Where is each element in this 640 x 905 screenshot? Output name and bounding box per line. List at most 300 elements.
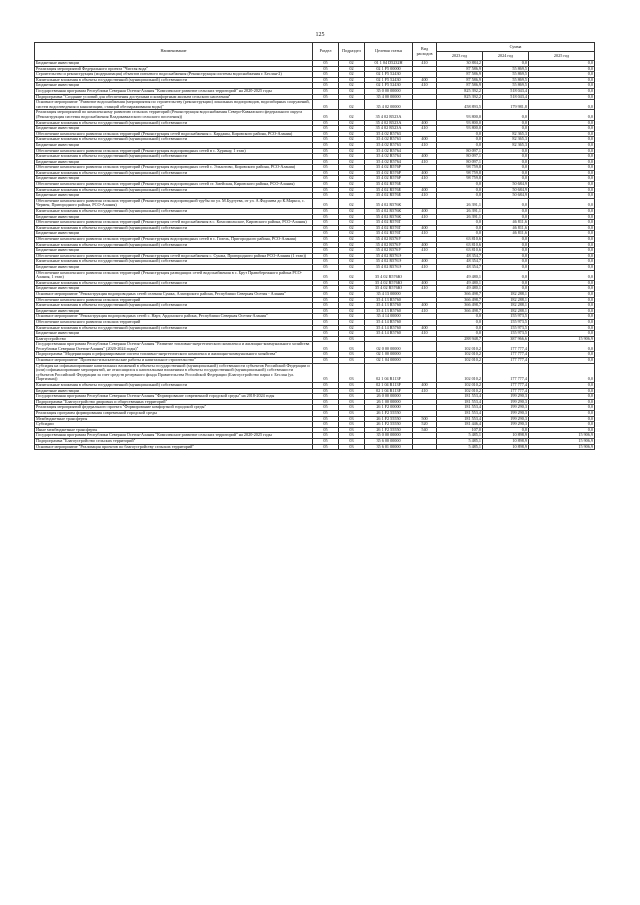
row-podrazdel: 02 [339,142,365,148]
row-podrazdel: 02 [339,264,365,270]
row-2025: 0,0 [529,394,595,400]
row-2023: 80 097,1 [437,159,483,165]
row-name: Бюджетные инвестиции [35,286,313,292]
row-cs: 35 4 02 R5763 [365,142,413,148]
row-razdel: 05 [313,88,339,94]
row-razdel: 05 [313,286,339,292]
row-razdel: 05 [313,72,339,78]
row-name: Государственная программа Республики Северная Осетия-Алания "Формирование современной городской среды" на 2018-2024 годы [35,394,313,400]
row-podrazdel: 02 [339,231,365,237]
row-vr: 400 [413,280,437,286]
row-cs: 02 0 00 00000 [365,342,413,352]
row-2024: 182 288,1 [483,297,529,303]
row-name: Капитальные вложения в объекты государственной (муниципальной) собственности [35,77,313,83]
row-2024: 0,0 [483,198,529,208]
row-podrazdel: 03 [339,394,365,400]
row-2024: 0,0 [483,154,529,160]
row-2023: 181 553,4 [437,411,483,417]
row-vr: 410 [413,142,437,148]
row-2024: 155 973,5 [483,314,529,320]
row-razdel: 05 [313,120,339,126]
row-2024: 10 898,9 [483,438,529,444]
row-cs: 02 1 04 R113F [365,383,413,389]
row-razdel: 05 [313,253,339,259]
row-podrazdel: 02 [339,148,365,154]
row-cs: 35 4 13 R5760 [365,303,413,309]
row-podrazdel: 02 [339,182,365,188]
row-2025: 0,0 [529,131,595,137]
row-cs: 26 0 00 00000 [365,394,413,400]
row-razdel: 05 [313,319,339,325]
row-2025: 0,0 [529,416,595,422]
row-name: Бюджетные инвестиции [35,248,313,254]
row-cs: 35 4 02 R576Е [365,187,413,193]
row-name: Капитальные вложения в объекты государственной (муниципальной) собственности [35,325,313,331]
row-name: Подпрограмма "Создание условий для обеспечения доступным и комфортным жильем сельского населения" [35,94,313,100]
row-2024: 199 290,3 [483,405,529,411]
row-2023: 87 586,9 [437,72,483,78]
row-cs: 35 4 13 R5760 [365,308,413,314]
row-2023: 0,0 [437,137,483,143]
row-name: Подпрограмма "Благоустройство дворовых и общественных территорий" [35,399,313,405]
row-name: Бюджетные инвестиции [35,193,313,199]
row-2024: 0,0 [483,61,529,67]
row-2023: 5 485,1 [437,433,483,439]
row-podrazdel: 03 [339,416,365,422]
row-podrazdel: 02 [339,72,365,78]
row-name: Основное мероприятие "Реконструкция водопроводных сетей селения Сунжа, Алагирского района, Республики Северная Осетия - Алания" [35,291,313,297]
row-cs: 02 1 F5 52430 [365,77,413,83]
row-podrazdel: 02 [339,165,365,171]
row-vr: 400 [413,77,437,83]
row-razdel: 05 [313,297,339,303]
row-podrazdel: 02 [339,214,365,220]
row-2025: 0,0 [529,176,595,182]
row-cs: 35 4 02 R5764 [365,159,413,165]
row-razdel: 05 [313,66,339,72]
row-2023: 87 586,9 [437,77,483,83]
row-name: Обеспечение комплексного развития сельских территорий (Реконструкция водопроводных сетей в с. Гизель, Пригородного района, РСО-Алания) [35,237,313,243]
row-2025: 0,0 [529,137,595,143]
row-podrazdel: 02 [339,225,365,231]
row-2025: 0,0 [529,411,595,417]
row-name: Капитальные вложения в объекты государственной (муниципальной) собственности [35,280,313,286]
row-podrazdel: 03 [339,399,365,405]
row-2024: 0,0 [483,427,529,433]
row-name: Реализация мероприятий Федерального проекта "Чистая вода" [35,66,313,72]
row-2025: 0,0 [529,148,595,154]
row-razdel: 05 [313,209,339,215]
row-2024: 182 288,1 [483,303,529,309]
row-name: Обеспечение комплексного развития сельских территорий [35,297,313,303]
row-2025: 0,0 [529,182,595,188]
row-2024: 0,0 [483,259,529,265]
header-2025: 2025 год [529,52,595,61]
row-podrazdel: 02 [339,331,365,337]
row-podrazdel: 02 [339,198,365,208]
row-2023: 0,0 [437,220,483,226]
row-razdel: 05 [313,193,339,199]
row-vr: 400 [413,137,437,143]
row-2023: 63 810,6 [437,242,483,248]
row-name: Бюджетные инвестиции [35,231,313,237]
row-2024: 0,0 [483,253,529,259]
row-podrazdel: 02 [339,61,365,67]
row-2023: 102 010,2 [437,383,483,389]
row-podrazdel: 03 [339,352,365,358]
row-2023: 93 800,0 [437,110,483,120]
row-2024: 50 684,9 [483,182,529,188]
row-2024: 0,0 [483,165,529,171]
row-2024: 10 898,9 [483,444,529,450]
row-podrazdel: 02 [339,319,365,325]
row-razdel: 05 [313,154,339,160]
row-2024: 177 777,4 [483,383,529,389]
row-podrazdel: 03 [339,405,365,411]
row-name: Государственная программа Республики Северная Осетия-Алания "Развитие топливно-энергетического комплекса и жилищно-коммунального хозяйства Республики Северная Осетия-Алания" (2020-2024 годы)" [35,342,313,352]
row-cs: 35 4 13 00000 [365,291,413,297]
row-cs: 02 1 00 00000 [365,352,413,358]
row-name: Капитальные вложения в объекты государственной (муниципальной) собственности [35,120,313,126]
row-cs: 02 1 04 00000 [365,358,413,364]
row-2025: 0,0 [529,237,595,243]
row-2024: 0,0 [483,214,529,220]
row-2025: 0,0 [529,352,595,358]
row-cs: 26 1 F2 55550 [365,422,413,428]
row-vr: 400 [413,187,437,193]
row-razdel: 05 [313,303,339,309]
row-cs: 02 1 04 R113F [365,388,413,394]
table-row [35,363,595,382]
row-2025: 0,0 [529,242,595,248]
row-2025: 0,0 [529,88,595,94]
row-2024: 177 777,4 [483,352,529,358]
table-header [35,43,595,61]
row-2024: 179 981,8 [483,100,529,110]
row-podrazdel: 02 [339,120,365,126]
row-2025: 0,0 [529,308,595,314]
row-cs: 35 4 02 R5763 [365,137,413,143]
row-vr: 410 [413,331,437,337]
row-razdel: 05 [313,61,339,67]
row-2024: 0,0 [483,209,529,215]
row-podrazdel: 02 [339,253,365,259]
header-2023: 2023 год [437,52,483,61]
row-2024: 50 684,9 [483,187,529,193]
row-2023: 366 498,7 [437,303,483,309]
row-cs: 35 4 02 R576У [365,242,413,248]
row-razdel: 05 [313,187,339,193]
row-2025: 0,0 [529,170,595,176]
row-cs: 35 0 00 00000 [365,433,413,439]
row-2023: 49 480,1 [437,270,483,280]
row-vr: 410 [413,248,437,254]
row-2025: 0,0 [529,165,595,171]
row-cs: 35 4 02 R5763 [365,131,413,137]
row-cs: 02 1 04 R113F [365,363,413,382]
row-razdel: 05 [313,142,339,148]
row-2024: 199 290,3 [483,411,529,417]
row-cs: 35 4 02 R576Т [365,220,413,226]
header-summa: Сумма [437,43,595,52]
row-name: Обеспечение комплексного развития сельских территорий (Реконструкция водопроводных сетей с. Эльхотово, Кировского района, РСО-Алания) [35,165,313,171]
row-2023: 102 010,2 [437,358,483,364]
row-2025: 0,0 [529,303,595,309]
row-2024: 182 288,1 [483,308,529,314]
row-razdel: 05 [313,83,339,89]
row-name: Основное мероприятие "Развитие водоснабжения (мероприятия по строительству (реконструкции) локальных водопроводов, водозаборных сооружений, систем водоотведения и канализации, станций обеззараживания воды)" [35,100,313,110]
row-2025: 0,0 [529,142,595,148]
row-2024: 0,0 [483,237,529,243]
row-vr: 400 [413,383,437,389]
row-2024: 0,0 [483,159,529,165]
row-2023: 102 010,2 [437,342,483,352]
row-2025: 0,0 [529,399,595,405]
row-2024: 10 898,9 [483,433,529,439]
row-razdel: 05 [313,394,339,400]
row-razdel: 05 [313,220,339,226]
row-razdel: 05 [313,137,339,143]
row-name: Бюджетные инвестиции [35,142,313,148]
row-razdel: 05 [313,165,339,171]
row-podrazdel: 02 [339,280,365,286]
row-2023: 0,0 [437,182,483,188]
row-cs: 02 1 F5 52430 [365,83,413,89]
row-podrazdel: 02 [339,159,365,165]
row-vr: 400 [413,120,437,126]
table-row [35,110,595,120]
row-podrazdel: 02 [339,137,365,143]
row-2024: 155 973,5 [483,325,529,331]
row-2023: 825 392,2 [437,88,483,94]
header-2024: 2024 год [483,52,529,61]
row-razdel: 05 [313,388,339,394]
row-vr [413,444,437,450]
row-2024: 82 365,3 [483,131,529,137]
row-2025: 0,0 [529,331,595,337]
row-2025: 0,0 [529,314,595,320]
row-razdel: 05 [313,242,339,248]
row-razdel: 05 [313,110,339,120]
row-name: Бюджетные инвестиции [35,61,313,67]
row-name: Благоустройство [35,336,313,342]
row-cs: 35 0 00 00000 [365,88,413,94]
row-name: Обеспечение комплексного развития сельских территорий (Реконструкция сетей водоснабжения с. Сунжа, Пригородного района РСО-Алания (1 этап)) [35,253,313,259]
row-vr: 410 [413,231,437,237]
row-podrazdel: 02 [339,170,365,176]
row-podrazdel: 02 [339,66,365,72]
row-cs: 35 4 02 R576Е [365,182,413,188]
row-cs: 35 4 14 R5760 [365,319,413,325]
row-name: Бюджетные инвестиции [35,264,313,270]
row-cs: 35 4 02 R523А [365,126,413,132]
row-podrazdel: 02 [339,193,365,199]
row-2023: 0,0 [437,142,483,148]
row-podrazdel: 03 [339,363,365,382]
row-name: Межбюджетные трансферты [35,416,313,422]
row-2024: 82 365,3 [483,142,529,148]
row-cs: 35 4 02 R576Ю [365,270,413,280]
row-razdel: 05 [313,331,339,337]
row-podrazdel: 03 [339,388,365,394]
row-podrazdel: 02 [339,291,365,297]
row-razdel: 05 [313,422,339,428]
row-2025: 0,0 [529,358,595,364]
row-cs: 26 1 00 00000 [365,399,413,405]
row-2025: 0,0 [529,291,595,297]
row-2023: 825 392,2 [437,94,483,100]
page-number: 125 [315,32,325,38]
row-cs: 35 4 02 R576Э [365,264,413,270]
row-cs: 35 6 00 00000 [365,438,413,444]
row-cs: 26 1 F2 55550 [365,427,413,433]
row-cs: 35 4 14 00000 [365,314,413,320]
row-name: Реализация программ формирования современной городской среды [35,411,313,417]
row-2025: 0,0 [529,225,595,231]
row-razdel: 05 [313,336,339,342]
row-name: Обеспечение комплексного развития сельских территорий [35,319,313,325]
row-vr: 400 [413,170,437,176]
row-2024: 199 290,3 [483,399,529,405]
row-razdel: 05 [313,352,339,358]
row-vr: 410 [413,61,437,67]
row-2025: 15 906,9 [529,444,595,450]
row-razdel: 05 [313,280,339,286]
row-razdel: 05 [313,270,339,280]
row-2025: 0,0 [529,193,595,199]
row-razdel: 05 [313,148,339,154]
row-name: Бюджетные инвестиции [35,83,313,89]
row-2024: 55 869,5 [483,66,529,72]
row-name: Бюджетные инвестиции [35,214,313,220]
row-vr: 410 [413,193,437,199]
row-2023: 181 553,4 [437,416,483,422]
row-vr: 400 [413,209,437,215]
row-2024: 0,0 [483,176,529,182]
row-name: Капитальные вложения в объекты государственной (муниципальной) собственности [35,383,313,389]
row-cs: 35 4 14 R5760 [365,325,413,331]
row-razdel: 05 [313,198,339,208]
row-razdel: 05 [313,259,339,265]
row-razdel: 05 [313,225,339,231]
row-name: Бюджетные инвестиции [35,159,313,165]
row-2024: 55 869,5 [483,83,529,89]
row-name: Бюджетные инвестиции [35,176,313,182]
row-name: Капитальные вложения в объекты государственной (муниципальной) собственности [35,187,313,193]
row-cs: 35 6 01 00000 [365,444,413,450]
row-razdel: 05 [313,131,339,137]
row-vr: 410 [413,388,437,394]
row-podrazdel: 02 [339,259,365,265]
row-2023: 458 893,5 [437,100,483,110]
row-razdel: 05 [313,100,339,110]
row-razdel: 05 [313,248,339,254]
row-razdel: 05 [313,291,339,297]
header-podrazdel: Подраздел [339,43,365,61]
row-name: Капитальные вложения в объекты государственной (муниципальной) собственности [35,303,313,309]
row-name: Бюджетные инвестиции [35,331,313,337]
row-name: Обеспечение комплексного развития сельских территорий (Реконструкция сетей водоснабжения в с. Комсомольское, Кировского района, РСО-Алания) [35,220,313,226]
row-podrazdel: 03 [339,438,365,444]
row-2024: 46 811,6 [483,220,529,226]
row-razdel: 05 [313,264,339,270]
row-2023: 0,0 [437,187,483,193]
row-name: Бюджетные инвестиции [35,308,313,314]
row-name: Основное мероприятие "Реализация проектов по благоустройству сельских территорий" [35,444,313,450]
row-podrazdel: 03 [339,444,365,450]
row-2023: 93 800,0 [437,120,483,126]
row-2025: 0,0 [529,405,595,411]
row-2025: 0,0 [529,154,595,160]
row-name: Капитальные вложения в объекты государственной (муниципальной) собственности [35,209,313,215]
row-razdel: 05 [313,358,339,364]
row-2025: 0,0 [529,100,595,110]
row-2025: 0,0 [529,126,595,132]
row-2024: 177 777,4 [483,358,529,364]
row-cs: 35 4 02 R576Е [365,193,413,199]
row-2024: 0,0 [483,270,529,280]
row-podrazdel: 02 [339,248,365,254]
row-2023: 181 553,4 [437,399,483,405]
row-cs: 35 4 00 00000 [365,94,413,100]
row-vr: 400 [413,225,437,231]
row-name: Субсидии [35,422,313,428]
row-name: Капитальные вложения в объекты государственной (муниципальной) собственности [35,259,313,265]
row-podrazdel: 02 [339,242,365,248]
table-row [35,198,595,208]
row-vr: 400 [413,154,437,160]
row-2025: 0,0 [529,363,595,382]
row-podrazdel: 03 [339,358,365,364]
row-2024: 0,0 [483,120,529,126]
row-podrazdel: 02 [339,286,365,292]
row-2024: 182 288,1 [483,291,529,297]
row-2024: 518 043,4 [483,88,529,94]
row-2024: 387 966,6 [483,336,529,342]
row-razdel: 05 [313,126,339,132]
row-2025: 0,0 [529,422,595,428]
row-razdel: 05 [313,176,339,182]
table-body [35,61,595,450]
row-cs: 35 4 02 R576К [365,214,413,220]
row-cs: 35 4 02 R576Ю [365,280,413,286]
row-vr [413,198,437,208]
row-2023: 102 010,2 [437,363,483,382]
row-name: Строительство и реконструкция (модернизация) объектов питьевого водоснабжения (Реконструкция системы водоснабжения г. Беслан-2) [35,72,313,78]
row-razdel: 05 [313,237,339,243]
row-vr [413,363,437,382]
row-2023: 0,0 [437,319,483,325]
row-cs: 35 4 02 R523А [365,110,413,120]
row-podrazdel: 02 [339,126,365,132]
row-podrazdel: 02 [339,297,365,303]
row-2025: 0,0 [529,231,595,237]
row-2025: 0,0 [529,66,595,72]
row-vr: 410 [413,126,437,132]
row-2024: 177 777,4 [483,342,529,352]
row-2023: 181 553,4 [437,394,483,400]
row-razdel: 05 [313,77,339,83]
row-2023: 181 446,4 [437,422,483,428]
row-razdel: 05 [313,94,339,100]
row-2025: 0,0 [529,61,595,67]
row-podrazdel: 03 [339,411,365,417]
row-name: Капитальные вложения в объекты государственной (муниципальной) собственности [35,154,313,160]
row-2025: 0,0 [529,120,595,126]
row-2023: 26 391,1 [437,214,483,220]
row-vr: 400 [413,242,437,248]
row-name: Субсидия на софинансирование капитальных вложений в объекты государственной (муниципальной) собственности субъектов Российской Федерации и (или) софинансирование мероприятий, не относящихся к капитальным вложениям в объекты государственной (муниципальной) собственности субъектов Российской Федерации за счет средств резервного фонда Правительства Российской Федерации (Благоустройство парка г. Беслан (ул. Партизана)) [35,363,313,382]
